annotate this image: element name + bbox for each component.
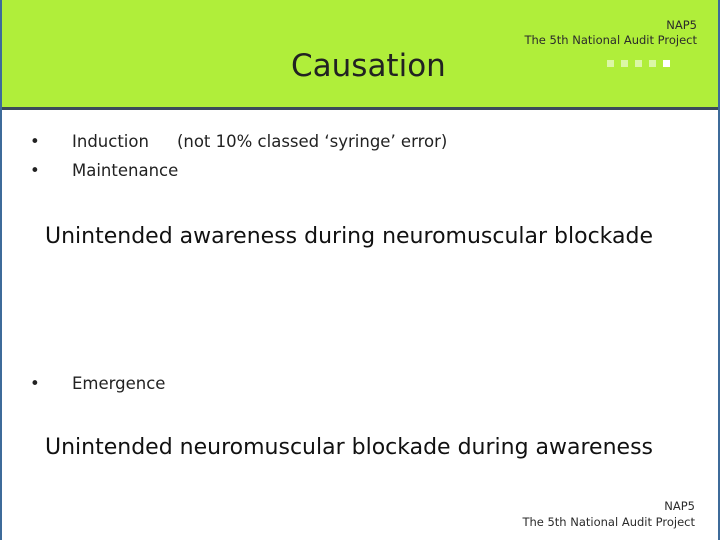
header-org-line1: NAP5 [666,18,697,32]
header-org-label [524,18,697,48]
footer-org-label [522,498,695,530]
list-item [30,372,165,401]
footer-org-line2: The 5th National Audit Project [522,515,695,529]
decorative-dot [635,60,642,67]
decorative-dot [621,60,628,67]
header-org-line2: The 5th National Audit Project [524,33,697,47]
header-banner [2,0,718,110]
decorative-dot [663,60,670,67]
bullet-marker: • [30,132,40,151]
bullet-list-emergence [30,372,165,401]
list-item [30,130,447,159]
footer-org-line1: NAP5 [664,499,695,513]
statement-blockade: Unintended neuromuscular blockade during awareness [45,435,653,460]
bullet-marker: • [30,374,40,393]
bullet-marker: • [30,161,40,180]
bullet-note: (not 10% classed ‘syringe’ error) [176,132,448,151]
decorative-dot [649,60,656,67]
bullet-text: Induction [72,132,149,151]
bullet-text: Emergence [72,374,166,393]
slide-title: Causation [291,48,446,84]
statement-awareness: Unintended awareness during neuromuscular blockade [45,224,653,249]
bullet-text: Maintenance [72,161,179,180]
decorative-dots [607,60,670,67]
bullet-list-phases [30,130,447,188]
decorative-dot [607,60,614,67]
list-item [30,159,447,188]
